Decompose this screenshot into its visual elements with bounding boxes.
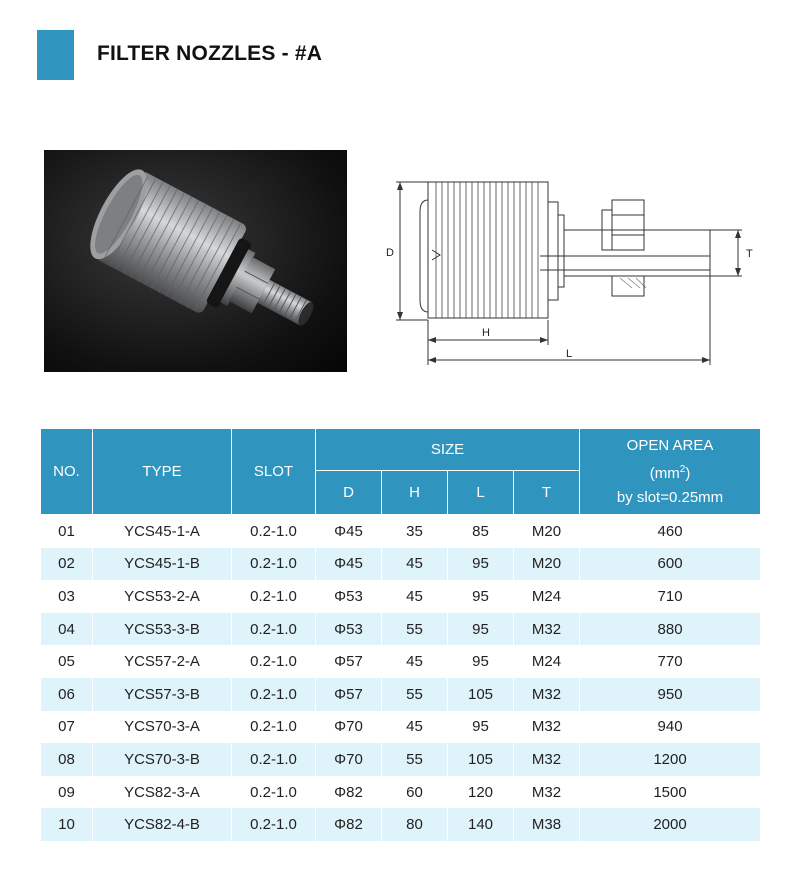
cell-d: Φ53 bbox=[316, 613, 382, 646]
title-accent-bar bbox=[37, 30, 74, 80]
cell-open-area: 2000 bbox=[580, 808, 761, 841]
open-area-label: OPEN AREA bbox=[626, 436, 714, 454]
open-area-condition: by slot=0.25mm bbox=[616, 488, 724, 506]
dimension-label-t: T bbox=[746, 248, 753, 260]
cell-h: 55 bbox=[382, 678, 448, 711]
cell-slot: 0.2-1.0 bbox=[232, 548, 316, 581]
cell-no: 03 bbox=[41, 580, 93, 613]
cell-l: 95 bbox=[448, 645, 514, 678]
cell-t: M24 bbox=[514, 580, 580, 613]
cell-l: 105 bbox=[448, 678, 514, 711]
dimension-label-l: L bbox=[566, 348, 573, 360]
cell-t: M32 bbox=[514, 776, 580, 809]
cell-type: YCS82-4-B bbox=[93, 808, 232, 841]
cell-type: YCS82-3-A bbox=[93, 776, 232, 809]
header-type: TYPE bbox=[93, 429, 232, 515]
cell-no: 07 bbox=[41, 711, 93, 744]
cell-h: 60 bbox=[382, 776, 448, 809]
cell-h: 55 bbox=[382, 743, 448, 776]
cell-slot: 0.2-1.0 bbox=[232, 645, 316, 678]
cell-slot: 0.2-1.0 bbox=[232, 580, 316, 613]
nozzle-cross-section-diagram bbox=[380, 160, 770, 375]
header-h: H bbox=[382, 471, 448, 515]
table-row bbox=[41, 776, 761, 809]
table-row bbox=[41, 645, 761, 678]
cell-l: 85 bbox=[448, 515, 514, 548]
cell-open-area: 710 bbox=[580, 580, 761, 613]
table-row bbox=[41, 678, 761, 711]
cell-h: 45 bbox=[382, 580, 448, 613]
cell-no: 08 bbox=[41, 743, 93, 776]
cell-h: 80 bbox=[382, 808, 448, 841]
header-open-area bbox=[580, 429, 761, 515]
cell-open-area: 940 bbox=[580, 711, 761, 744]
cell-t: M32 bbox=[514, 678, 580, 711]
table-row bbox=[41, 580, 761, 613]
cell-no: 04 bbox=[41, 613, 93, 646]
header-size: SIZE bbox=[316, 429, 580, 471]
cell-h: 45 bbox=[382, 711, 448, 744]
dimension-label-h: H bbox=[482, 327, 490, 339]
cell-t: M20 bbox=[514, 515, 580, 548]
cell-h: 45 bbox=[382, 645, 448, 678]
cell-d: Φ82 bbox=[316, 808, 382, 841]
cell-type: YCS45-1-A bbox=[93, 515, 232, 548]
table-row bbox=[41, 548, 761, 581]
cell-no: 05 bbox=[41, 645, 93, 678]
cell-open-area: 950 bbox=[580, 678, 761, 711]
cell-type: YCS57-3-B bbox=[93, 678, 232, 711]
cell-type: YCS45-1-B bbox=[93, 548, 232, 581]
cell-l: 95 bbox=[448, 613, 514, 646]
cell-h: 55 bbox=[382, 613, 448, 646]
table-row bbox=[41, 515, 761, 548]
spec-table-body bbox=[41, 515, 761, 841]
cell-l: 95 bbox=[448, 548, 514, 581]
cell-t: M24 bbox=[514, 645, 580, 678]
cell-no: 02 bbox=[41, 548, 93, 581]
open-area-unit: $(mm^2)$ bbox=[649, 463, 691, 482]
cell-no: 06 bbox=[41, 678, 93, 711]
cell-open-area: 770 bbox=[580, 645, 761, 678]
table-row bbox=[41, 743, 761, 776]
cell-slot: 0.2-1.0 bbox=[232, 743, 316, 776]
cell-l: 95 bbox=[448, 580, 514, 613]
cell-t: M20 bbox=[514, 548, 580, 581]
cell-d: Φ57 bbox=[316, 678, 382, 711]
table-row bbox=[41, 711, 761, 744]
cell-type: YCS53-2-A bbox=[93, 580, 232, 613]
header-t: T bbox=[514, 471, 580, 515]
cell-t: M38 bbox=[514, 808, 580, 841]
technical-drawing bbox=[380, 160, 770, 375]
cell-l: 95 bbox=[448, 711, 514, 744]
cell-open-area: 880 bbox=[580, 613, 761, 646]
header-l: L bbox=[448, 471, 514, 515]
cell-type: YCS70-3-A bbox=[93, 711, 232, 744]
cell-t: M32 bbox=[514, 613, 580, 646]
cell-open-area: 600 bbox=[580, 548, 761, 581]
header-slot: SLOT bbox=[232, 429, 316, 515]
cell-d: Φ45 bbox=[316, 515, 382, 548]
cell-type: YCS53-3-B bbox=[93, 613, 232, 646]
cell-no: 09 bbox=[41, 776, 93, 809]
cell-no: 01 bbox=[41, 515, 93, 548]
cell-d: Φ53 bbox=[316, 580, 382, 613]
cell-d: Φ45 bbox=[316, 548, 382, 581]
nozzle-photo-illustration bbox=[44, 150, 347, 372]
cell-h: 35 bbox=[382, 515, 448, 548]
cell-slot: 0.2-1.0 bbox=[232, 776, 316, 809]
cell-slot: 0.2-1.0 bbox=[232, 613, 316, 646]
table-row bbox=[41, 808, 761, 841]
cell-t: M32 bbox=[514, 743, 580, 776]
cell-slot: 0.2-1.0 bbox=[232, 515, 316, 548]
cell-d: Φ57 bbox=[316, 645, 382, 678]
spec-table bbox=[40, 428, 761, 841]
cell-h: 45 bbox=[382, 548, 448, 581]
cell-type: YCS57-2-A bbox=[93, 645, 232, 678]
cell-open-area: 1200 bbox=[580, 743, 761, 776]
cell-l: 105 bbox=[448, 743, 514, 776]
cell-d: Φ82 bbox=[316, 776, 382, 809]
table-row bbox=[41, 613, 761, 646]
cell-d: Φ70 bbox=[316, 743, 382, 776]
cell-slot: 0.2-1.0 bbox=[232, 808, 316, 841]
page-title: FILTER NOZZLES - #A bbox=[97, 42, 323, 65]
product-photo bbox=[44, 150, 347, 372]
header-no: NO. bbox=[41, 429, 93, 515]
cell-l: 140 bbox=[448, 808, 514, 841]
cell-open-area: 460 bbox=[580, 515, 761, 548]
cell-type: YCS70-3-B bbox=[93, 743, 232, 776]
cell-no: 10 bbox=[41, 808, 93, 841]
cell-open-area: 1500 bbox=[580, 776, 761, 809]
cell-d: Φ70 bbox=[316, 711, 382, 744]
cell-l: 120 bbox=[448, 776, 514, 809]
header-d: D bbox=[316, 471, 382, 515]
cell-slot: 0.2-1.0 bbox=[232, 678, 316, 711]
cell-t: M32 bbox=[514, 711, 580, 744]
dimension-label-d: D bbox=[386, 247, 394, 259]
cell-slot: 0.2-1.0 bbox=[232, 711, 316, 744]
